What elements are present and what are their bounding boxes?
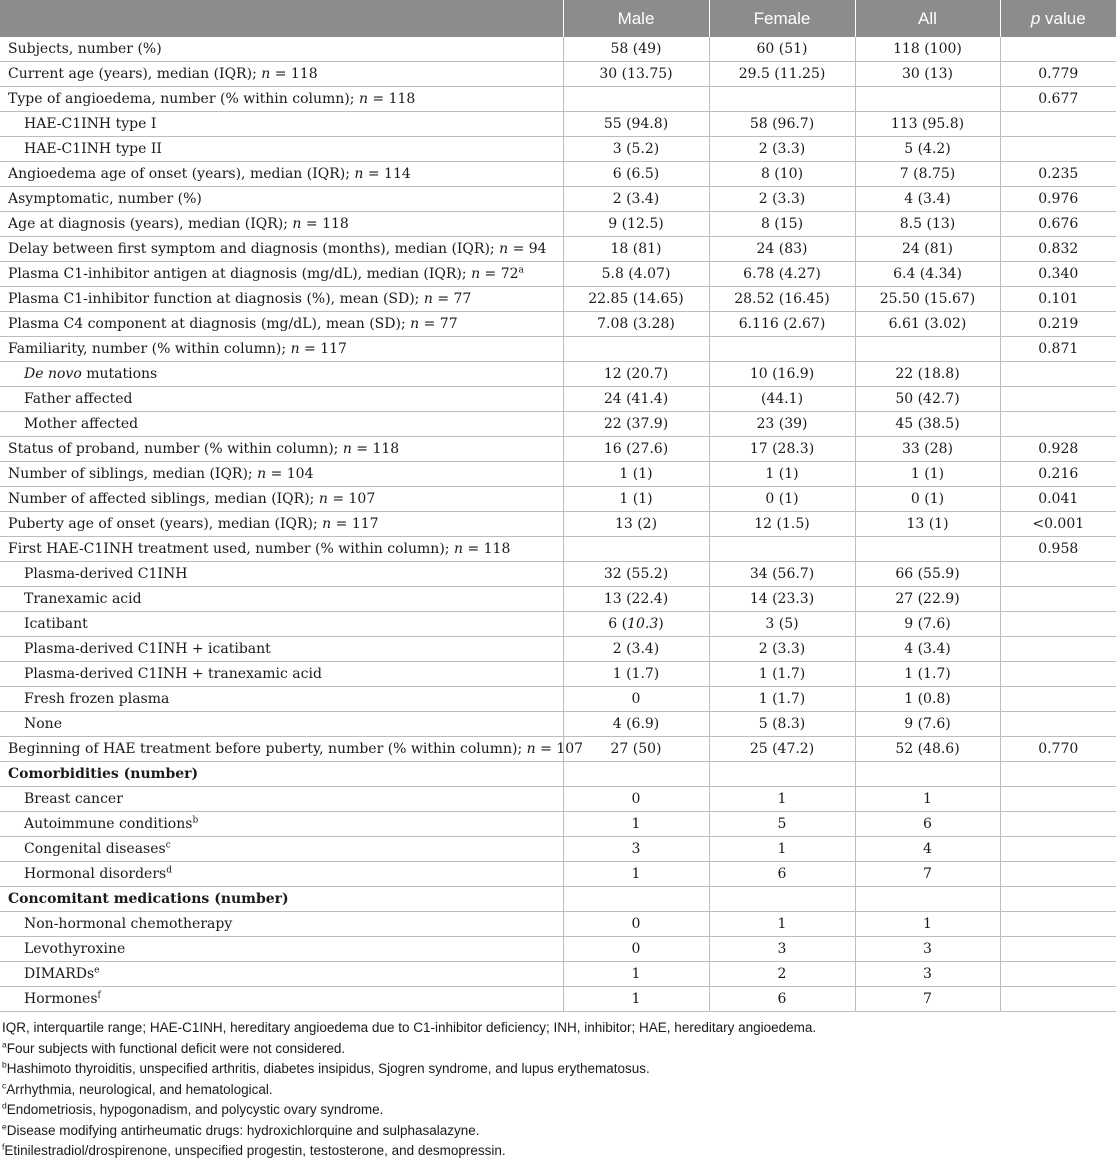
cell-p-value <box>1000 37 1116 62</box>
table-row <box>0 712 1116 737</box>
footnote-line: $^d$Endometriosis, hypogonadism, and polycystic ovary syndrome. <box>2 1100 384 1117</box>
cell-female: 6.78 (4.27) <box>709 262 855 287</box>
row-label: Hormonal disorders$^d$ <box>0 862 563 887</box>
footnote-marker: a <box>2 1039 7 1049</box>
cell-female: 34 (56.7) <box>709 562 855 587</box>
empty-cell <box>1000 762 1116 787</box>
table-row <box>0 937 1116 962</box>
row-label: Concomitant medications (number) <box>0 887 563 912</box>
header-male: Male <box>563 0 709 37</box>
cell-p-value: 0.340 <box>1000 262 1116 287</box>
footnote-marker: b <box>2 1059 7 1070</box>
cell-female: 58 (96.7) <box>709 112 855 137</box>
row-label: HAE-C1INH type I <box>0 112 563 137</box>
table-row <box>0 37 1116 62</box>
header-label <box>0 0 563 37</box>
cell-p-value: 0.928 <box>1000 437 1116 462</box>
table-row <box>0 537 1116 562</box>
cell-all: 50 (42.7) <box>855 387 1000 412</box>
table-row <box>0 62 1116 87</box>
row-label: Plasma-derived C1INH + icatibant <box>0 637 563 662</box>
cell-p-value <box>1000 962 1116 987</box>
cell-p-value <box>1000 387 1116 412</box>
header-female: Female <box>709 0 855 37</box>
table-row <box>0 837 1116 862</box>
n-symbol: n <box>322 516 332 532</box>
cell-p-value <box>1000 587 1116 612</box>
table-row <box>0 987 1116 1012</box>
cell-male: 6 (6.5) <box>563 162 709 187</box>
table-row <box>0 412 1116 437</box>
cell-male: 2 (3.4) <box>563 637 709 662</box>
row-label: DIMARDs$^e$ <box>0 962 563 987</box>
table-row <box>0 437 1116 462</box>
section-row <box>0 762 1116 787</box>
empty-cell <box>709 887 855 912</box>
cell-male: 0 <box>563 787 709 812</box>
cell-all: 118 (100) <box>855 37 1000 62</box>
cell-male: 32 (55.2) <box>563 562 709 587</box>
n-symbol: n <box>453 541 463 557</box>
n-symbol: n <box>261 66 271 82</box>
cell-all: 9 (7.6) <box>855 712 1000 737</box>
footnote-line: IQR, interquartile range; HAE-C1INH, hereditary angioedema due to C1-inhibitor deficiency; INH, inhibitor; HAE, hereditary angioedema. <box>2 1020 817 1035</box>
row-label: Hormones$^f$ <box>0 987 563 1012</box>
table-row <box>0 287 1116 312</box>
header-p-value <box>1000 0 1116 37</box>
row-label: Icatibant <box>0 612 563 637</box>
cell-p-value: 0.871 <box>1000 337 1116 362</box>
cell-male: 27 (50) <box>563 737 709 762</box>
row-label: Plasma-derived C1INH <box>0 562 563 587</box>
cell-p-value <box>1000 687 1116 712</box>
cell-male: 2 (3.4) <box>563 187 709 212</box>
table-row <box>0 237 1116 262</box>
cell-male: 0 <box>563 937 709 962</box>
cell-p-value <box>1000 912 1116 937</box>
cell-female <box>709 87 855 112</box>
cell-all: 33 (28) <box>855 437 1000 462</box>
n-symbol: n <box>471 266 481 282</box>
row-label: Number of siblings, median (IQR); n = 104 <box>0 462 563 487</box>
cell-p-value <box>1000 137 1116 162</box>
row-label: Breast cancer <box>0 787 563 812</box>
table-row <box>0 812 1116 837</box>
footnotes <box>0 1012 1116 1162</box>
cell-all: 13 (1) <box>855 512 1000 537</box>
table-row <box>0 362 1116 387</box>
row-label: Father affected <box>0 387 563 412</box>
table-row <box>0 637 1116 662</box>
cell-female: 23 (39) <box>709 412 855 437</box>
n-symbol: n <box>354 166 364 182</box>
cell-female: 2 (3.3) <box>709 637 855 662</box>
table-row <box>0 737 1116 762</box>
cell-p-value: 0.770 <box>1000 737 1116 762</box>
cell-female: 1 <box>709 912 855 937</box>
cell-all: 1 <box>855 912 1000 937</box>
cell-all: 7 (8.75) <box>855 162 1000 187</box>
cell-female: 1 <box>709 837 855 862</box>
cell-male: 22.85 (14.65) <box>563 287 709 312</box>
cell-female: 2 (3.3) <box>709 137 855 162</box>
cell-all: 4 <box>855 837 1000 862</box>
empty-cell <box>563 887 709 912</box>
cell-italic: 10.3 <box>627 616 659 632</box>
cell-female: 0 (1) <box>709 487 855 512</box>
cell-female: 14 (23.3) <box>709 587 855 612</box>
cell-p-value <box>1000 812 1116 837</box>
cell-p-value: <0.001 <box>1000 512 1116 537</box>
cell-all <box>855 537 1000 562</box>
cell-female: 12 (1.5) <box>709 512 855 537</box>
table-row <box>0 662 1116 687</box>
table-row <box>0 687 1116 712</box>
cell-male: 1 (1) <box>563 487 709 512</box>
cell-all: 66 (55.9) <box>855 562 1000 587</box>
row-label: Age at diagnosis (years), median (IQR); n = 118 <box>0 212 563 237</box>
header-p-letter: p <box>1030 8 1041 28</box>
cell-all: 52 (48.6) <box>855 737 1000 762</box>
footnote-marker: b <box>192 815 199 826</box>
row-label: Levothyroxine <box>0 937 563 962</box>
header-p-rest: value <box>1040 8 1086 28</box>
row-label: Plasma C1-inhibitor antigen at diagnosis (mg/dL), median (IQR); $n = 72^a$ <box>0 262 563 287</box>
cell-all: 3 <box>855 937 1000 962</box>
row-label: Tranexamic acid <box>0 587 563 612</box>
cell-male: 6 (10.3) <box>563 612 709 637</box>
cell-male: 1 (1.7) <box>563 662 709 687</box>
row-label: Angioedema age of onset (years), median (IQR); n = 114 <box>0 162 563 187</box>
cell-female: 6 <box>709 987 855 1012</box>
cell-female: 24 (83) <box>709 237 855 262</box>
table-row <box>0 512 1116 537</box>
cell-female: 8 (15) <box>709 212 855 237</box>
table-row <box>0 337 1116 362</box>
cell-all <box>855 337 1000 362</box>
cell-all: 0 (1) <box>855 487 1000 512</box>
cell-male: 13 (22.4) <box>563 587 709 612</box>
cell-female: 1 (1.7) <box>709 662 855 687</box>
row-label: Non-hormonal chemotherapy <box>0 912 563 937</box>
cell-all: 113 (95.8) <box>855 112 1000 137</box>
cell-p-value <box>1000 612 1116 637</box>
cell-all: 6.4 (4.34) <box>855 262 1000 287</box>
footnote-line: $^f$Etinilestradiol/drospirenone, unspecified progestin, testosterone, and desmopressin. <box>2 1141 506 1158</box>
cell-all: 27 (22.9) <box>855 587 1000 612</box>
cell-female: 5 <box>709 812 855 837</box>
cell-p-value: 0.101 <box>1000 287 1116 312</box>
cell-p-value: 0.219 <box>1000 312 1116 337</box>
cell-all: 4 (3.4) <box>855 637 1000 662</box>
cell-all: 1 (1) <box>855 462 1000 487</box>
n-symbol: n <box>257 466 267 482</box>
row-label: Plasma-derived C1INH + tranexamic acid <box>0 662 563 687</box>
row-label: Status of proband, number (% within column); n = 118 <box>0 437 563 462</box>
cell-female: 1 <box>709 787 855 812</box>
row-label: Type of angioedema, number (% within column); n = 118 <box>0 87 563 112</box>
empty-cell <box>709 762 855 787</box>
table-row <box>0 862 1116 887</box>
n-symbol: n <box>410 316 420 332</box>
cell-all: 7 <box>855 862 1000 887</box>
footnote-line: $^e$Disease modifying antirheumatic drugs: hydroxichlorquine and sulphasalazyne. <box>2 1121 480 1138</box>
cell-female <box>709 537 855 562</box>
cell-male: 1 <box>563 987 709 1012</box>
row-label: Subjects, number (%) <box>0 37 563 62</box>
row-label: Familiarity, number (% within column); n = 117 <box>0 337 563 362</box>
cell-all <box>855 87 1000 112</box>
footnote-marker: e <box>2 1121 7 1131</box>
cell-male: 3 (5.2) <box>563 137 709 162</box>
row-label: Mother affected <box>0 412 563 437</box>
cell-male: 1 (1) <box>563 462 709 487</box>
empty-cell <box>855 762 1000 787</box>
table-row <box>0 462 1116 487</box>
cell-all: 9 (7.6) <box>855 612 1000 637</box>
cell-p-value <box>1000 837 1116 862</box>
cell-male <box>563 537 709 562</box>
cell-all: 1 (0.8) <box>855 687 1000 712</box>
cell-female: 6.116 (2.67) <box>709 312 855 337</box>
cell-male: 18 (81) <box>563 237 709 262</box>
cell-male: 5.8 (4.07) <box>563 262 709 287</box>
table-row <box>0 787 1116 812</box>
cell-p-value <box>1000 362 1116 387</box>
table-row <box>0 312 1116 337</box>
cell-all: 25.50 (15.67) <box>855 287 1000 312</box>
cell-female: 28.52 (16.45) <box>709 287 855 312</box>
cell-p-value <box>1000 562 1116 587</box>
empty-cell <box>1000 887 1116 912</box>
empty-cell <box>563 762 709 787</box>
cell-all: 6.61 (3.02) <box>855 312 1000 337</box>
section-row <box>0 887 1116 912</box>
cell-female: (44.1) <box>709 387 855 412</box>
table-row <box>0 212 1116 237</box>
table-row <box>0 187 1116 212</box>
row-label: First HAE-C1INH treatment used, number (% within column); n = 118 <box>0 537 563 562</box>
table-row <box>0 487 1116 512</box>
cell-p-value: 0.041 <box>1000 487 1116 512</box>
row-label: None <box>0 712 563 737</box>
footnote-marker: d <box>166 865 172 876</box>
table-row <box>0 962 1116 987</box>
cell-p-value <box>1000 412 1116 437</box>
footnote-marker: f <box>97 990 101 1001</box>
cell-male: 55 (94.8) <box>563 112 709 137</box>
cell-male: 13 (2) <box>563 512 709 537</box>
cell-p-value <box>1000 937 1116 962</box>
cell-p-value <box>1000 787 1116 812</box>
cell-male: 0 <box>563 687 709 712</box>
cell-female: 8 (10) <box>709 162 855 187</box>
cell-all: 8.5 (13) <box>855 212 1000 237</box>
row-label: Congenital diseases$^c$ <box>0 837 563 862</box>
cell-male: 7.08 (3.28) <box>563 312 709 337</box>
cell-p-value: 0.976 <box>1000 187 1116 212</box>
footnote-marker: c <box>2 1080 7 1090</box>
cell-p-value <box>1000 112 1116 137</box>
table-row <box>0 262 1116 287</box>
n-symbol: n <box>526 741 536 757</box>
cell-p-value: 0.832 <box>1000 237 1116 262</box>
cell-male: 4 (6.9) <box>563 712 709 737</box>
n-symbol: n <box>292 216 302 232</box>
row-label: De novo mutations <box>0 362 563 387</box>
row-label: Fresh frozen plasma <box>0 687 563 712</box>
table-row <box>0 137 1116 162</box>
footnote-line: $^a$Four subjects with functional deficit were not considered. <box>2 1039 346 1056</box>
cell-female: 17 (28.3) <box>709 437 855 462</box>
n-symbol: n <box>499 241 509 257</box>
cell-p-value: 0.677 <box>1000 87 1116 112</box>
cell-all: 1 (1.7) <box>855 662 1000 687</box>
cell-female: 25 (47.2) <box>709 737 855 762</box>
cell-female: 29.5 (11.25) <box>709 62 855 87</box>
table-row <box>0 112 1116 137</box>
cell-female <box>709 337 855 362</box>
cell-female: 2 (3.3) <box>709 187 855 212</box>
cell-all: 6 <box>855 812 1000 837</box>
cell-male: 22 (37.9) <box>563 412 709 437</box>
cell-male: 1 <box>563 812 709 837</box>
cell-all: 45 (38.5) <box>855 412 1000 437</box>
row-label: Puberty age of onset (years), median (IQR); n = 117 <box>0 512 563 537</box>
cell-p-value <box>1000 712 1116 737</box>
cell-male: 30 (13.75) <box>563 62 709 87</box>
row-label: Beginning of HAE treatment before puberty, number (% within column); n = 107 <box>0 737 563 762</box>
cell-female: 1 (1) <box>709 462 855 487</box>
footnote-marker: d <box>2 1100 7 1111</box>
cell-p-value: 0.676 <box>1000 212 1116 237</box>
row-label: Plasma C4 component at diagnosis (mg/dL), mean (SD); n = 77 <box>0 312 563 337</box>
cell-male: 9 (12.5) <box>563 212 709 237</box>
cell-male: 12 (20.7) <box>563 362 709 387</box>
cell-p-value <box>1000 987 1116 1012</box>
table-row <box>0 562 1116 587</box>
cell-all: 22 (18.8) <box>855 362 1000 387</box>
cell-male: 3 <box>563 837 709 862</box>
row-label: Asymptomatic, number (%) <box>0 187 563 212</box>
cell-p-value <box>1000 862 1116 887</box>
row-label: Current age (years), median (IQR); n = 118 <box>0 62 563 87</box>
row-label: Number of affected siblings, median (IQR); n = 107 <box>0 487 563 512</box>
cell-all: 24 (81) <box>855 237 1000 262</box>
footnote-marker: f <box>2 1141 5 1152</box>
footnote-marker: c <box>165 840 171 851</box>
row-label: Plasma C1-inhibitor function at diagnosis (%), mean (SD); n = 77 <box>0 287 563 312</box>
row-label: Delay between first symptom and diagnosis (months), median (IQR); n = 94 <box>0 237 563 262</box>
cell-p-value: 0.779 <box>1000 62 1116 87</box>
table-row <box>0 87 1116 112</box>
table-row <box>0 612 1116 637</box>
cell-male: 0 <box>563 912 709 937</box>
cell-male <box>563 87 709 112</box>
footnote-line: $^b$Hashimoto thyroiditis, unspecified arthritis, diabetes insipidus, Sjogren syndrome, and lupus erythematosus. <box>2 1059 650 1076</box>
header-all: All <box>855 0 1000 37</box>
cell-p-value <box>1000 637 1116 662</box>
cell-all: 5 (4.2) <box>855 137 1000 162</box>
cell-female: 5 (8.3) <box>709 712 855 737</box>
footnote-line: $^c$Arrhythmia, neurological, and hematological. <box>2 1080 273 1097</box>
cell-male: 24 (41.4) <box>563 387 709 412</box>
cell-all: 3 <box>855 962 1000 987</box>
cell-male: 16 (27.6) <box>563 437 709 462</box>
table-row <box>0 387 1116 412</box>
cell-female: 60 (51) <box>709 37 855 62</box>
cell-female: 6 <box>709 862 855 887</box>
cell-male <box>563 337 709 362</box>
n-symbol: n <box>358 91 368 107</box>
n-symbol: n <box>423 291 433 307</box>
cell-female: 1 (1.7) <box>709 687 855 712</box>
cell-female: 3 <box>709 937 855 962</box>
label-italic: De novo <box>24 366 82 382</box>
footnote-marker: a <box>518 265 524 276</box>
empty-cell <box>855 887 1000 912</box>
row-label: HAE-C1INH type II <box>0 137 563 162</box>
n-symbol: n <box>290 341 300 357</box>
table-row <box>0 587 1116 612</box>
row-label: Comorbidities (number) <box>0 762 563 787</box>
cell-p-value: 0.958 <box>1000 537 1116 562</box>
cell-male: 58 (49) <box>563 37 709 62</box>
table-row <box>0 162 1116 187</box>
cell-male: 1 <box>563 862 709 887</box>
cell-male: 1 <box>563 962 709 987</box>
cell-all: 4 (3.4) <box>855 187 1000 212</box>
cell-female: 3 (5) <box>709 612 855 637</box>
cell-all: 7 <box>855 987 1000 1012</box>
cell-all: 1 <box>855 787 1000 812</box>
cell-p-value <box>1000 662 1116 687</box>
row-label: Autoimmune conditions$^b$ <box>0 812 563 837</box>
cell-female: 2 <box>709 962 855 987</box>
table-header-row <box>0 0 1116 37</box>
table-row <box>0 912 1116 937</box>
cell-p-value: 0.235 <box>1000 162 1116 187</box>
n-symbol: n <box>342 441 352 457</box>
n-symbol: n <box>318 491 328 507</box>
cell-female: 10 (16.9) <box>709 362 855 387</box>
cell-all: 30 (13) <box>855 62 1000 87</box>
table-body <box>0 37 1116 1012</box>
footnote-marker: e <box>94 965 100 976</box>
cell-p-value: 0.216 <box>1000 462 1116 487</box>
